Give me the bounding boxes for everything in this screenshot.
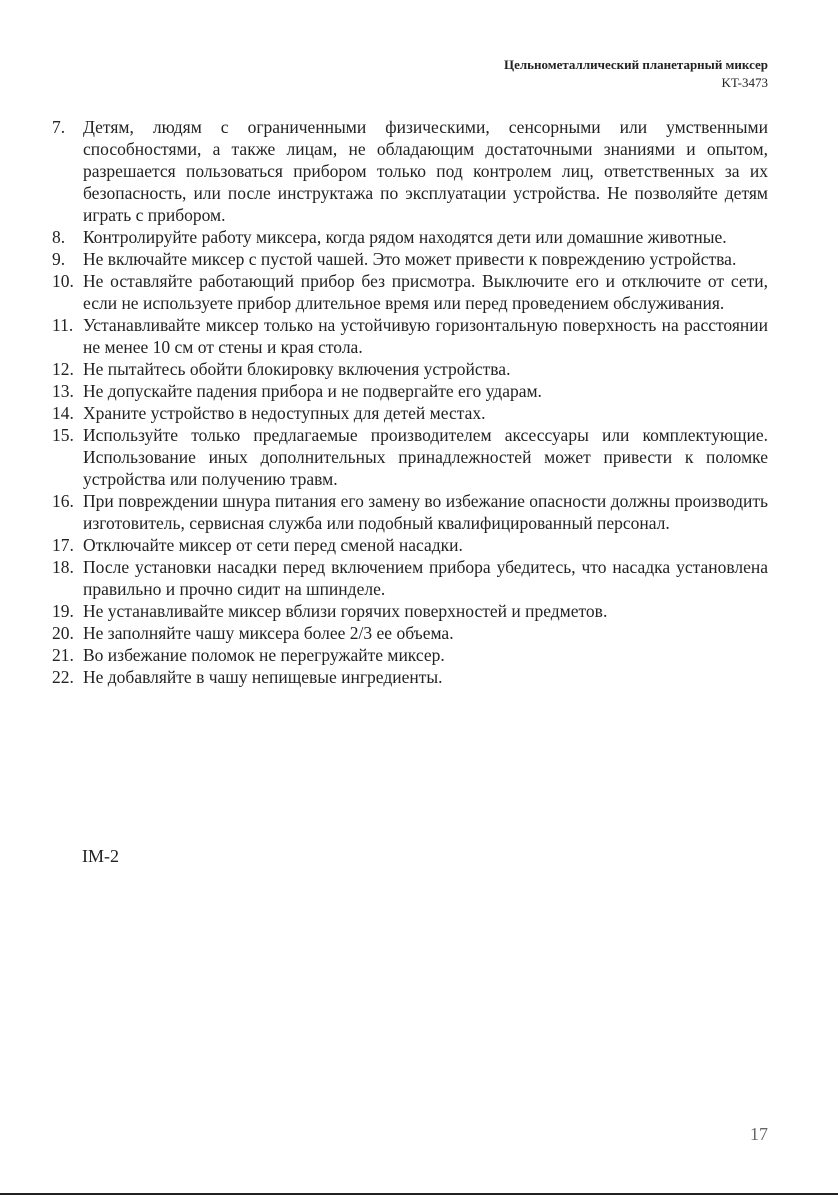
item-number: 17. [52,535,74,555]
header-title: Цельнометаллический планетарный миксер [503,57,768,72]
item-text: Во избежание поломок не перегружайте миксер. [83,645,445,665]
list-item [52,270,768,314]
item-text: После установки насадки перед включением прибора убедитесь, что насадка установлена правильно и прочно сидит на шпинделе. [83,557,768,599]
list-item [52,600,768,622]
bottom-divider [0,1193,838,1195]
item-text: Используйте только предлагаемые производителем аксессуары или комплектующие. Использование иных дополнительных принадлежностей может привести к поломке устройства или получению травм. [83,425,768,489]
item-number: 18. [52,557,74,577]
header-model: KT-3473 [721,75,768,90]
item-text: Не добавляйте в чашу непищевые ингредиенты. [83,667,443,687]
item-text: Не допускайте падения прибора и не подвергайте его ударам. [83,381,542,401]
list-item [52,248,768,270]
list-item [52,556,768,600]
item-number: 10. [52,271,74,291]
item-number: 13. [52,381,74,401]
page-number: 17 [750,1124,768,1144]
safety-instructions-list [52,116,768,688]
list-item [52,314,768,358]
item-text: Контролируйте работу миксера, когда рядом находятся дети или домашние животные. [83,227,727,247]
item-text: Не заполняйте чашу миксера более 2/3 ее объема. [83,623,454,643]
list-item [52,424,768,490]
instructions-content [52,116,768,688]
item-number: 11. [52,315,74,335]
item-text: Устанавливайте миксер только на устойчивую горизонтальную поверхность на расстоянии не менее 10 см от стены и края стола. [83,315,768,357]
item-number: 14. [52,403,74,423]
item-text: Отключайте миксер от сети перед сменой насадки. [83,535,463,555]
item-number: 19. [52,601,74,621]
item-number: 22. [52,667,74,687]
item-text: Не включайте миксер с пустой чашей. Это может привести к повреждению устройства. [83,249,737,269]
list-item [52,402,768,424]
list-item [52,116,768,226]
list-item [52,358,768,380]
list-item [52,490,768,534]
list-item [52,644,768,666]
item-number: 16. [52,491,74,511]
list-item [52,666,768,688]
item-text: Не оставляйте работающий прибор без присмотра. Выключите его и отключите от сети, если не используете прибор длительное время или перед проведением обслуживания. [83,271,768,313]
page-header [504,56,768,92]
item-number: 21. [52,645,74,665]
item-text: Не пытайтесь обойти блокировку включения устройства. [83,359,511,379]
item-text: Не устанавливайте миксер вблизи горячих поверхностей и предметов. [83,601,608,621]
item-number: 7. [52,117,66,137]
item-text: Детям, людям с ограниченными физическими, сенсорными или умственными способностями, а также лицам, не обладающим достаточными знаниями и опытом, разрешается пользоваться прибором только под контролем лиц, ответственных за их безопасность, или после инструктажа по эксплуатации устройства. Не позволяйте детям играть с прибором. [83,117,768,225]
document-code: IM-2 [82,846,119,866]
list-item [52,380,768,402]
item-number: 9. [52,249,66,269]
item-text: При повреждении шнура питания его замену во избежание опасности должны производить изготовитель, сервисная служба или подобный квалифицированный персонал. [83,491,768,533]
item-number: 15. [52,425,74,445]
item-number: 20. [52,623,74,643]
item-number: 8. [52,227,66,247]
item-text: Храните устройство в недоступных для детей местах. [83,403,486,423]
list-item [52,622,768,644]
list-item [52,226,768,248]
item-number: 12. [52,359,74,379]
list-item [52,534,768,556]
